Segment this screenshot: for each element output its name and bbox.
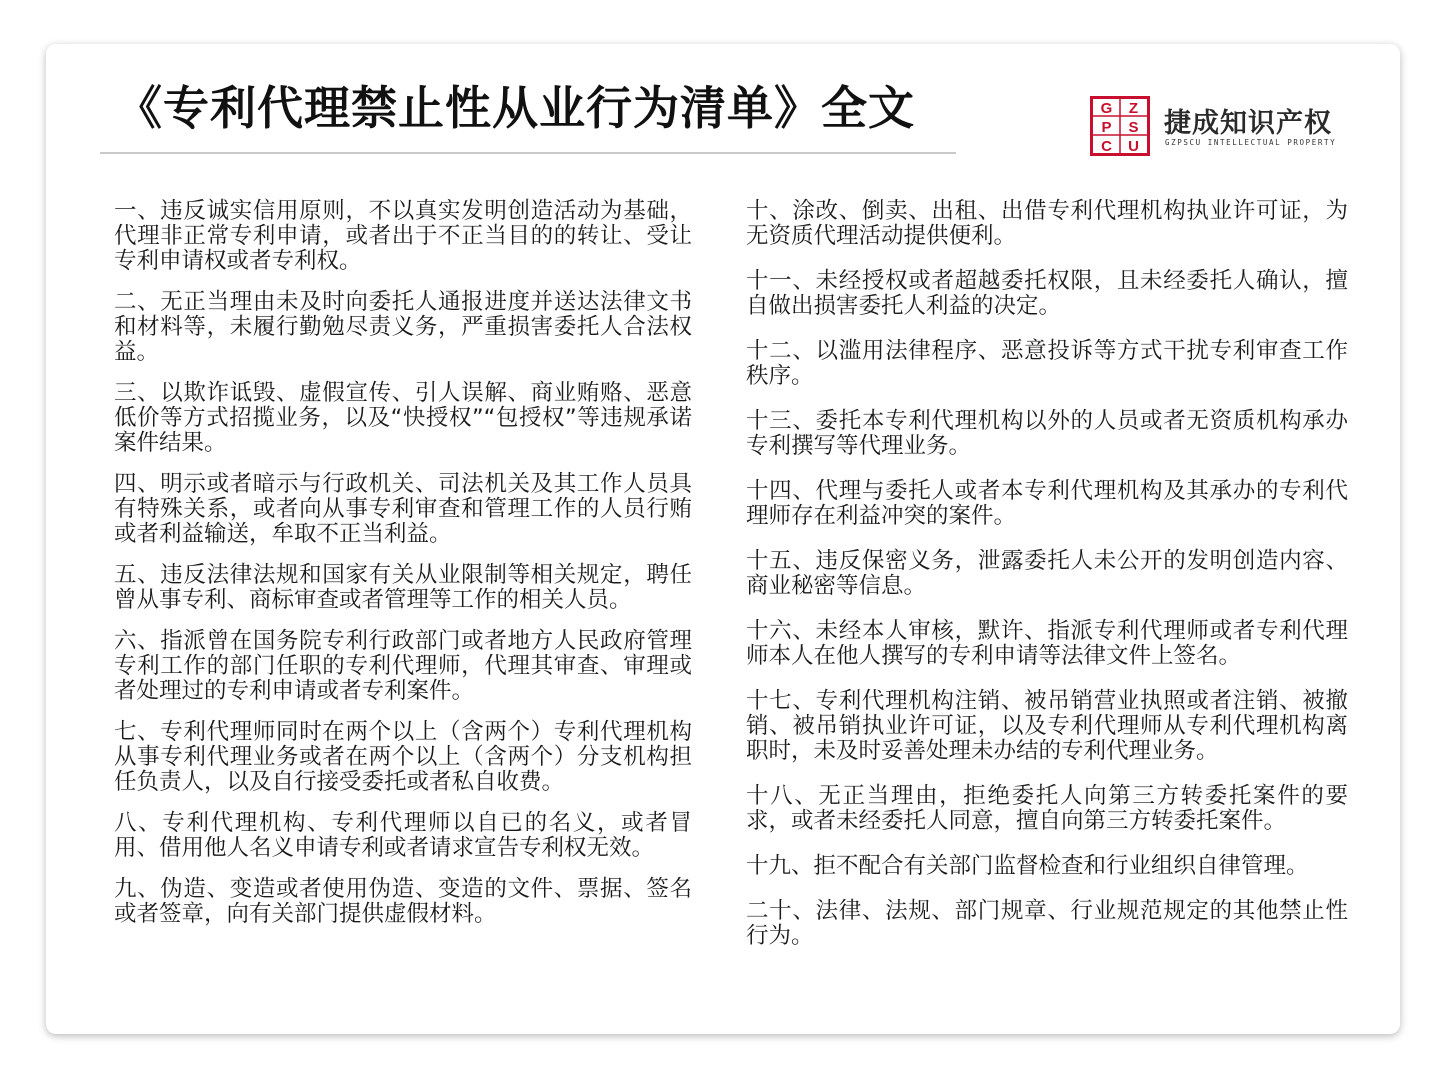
logo-letter: P (1101, 119, 1112, 136)
list-item: 三、以欺诈诋毁、虚假宣传、引人误解、商业贿赂、恶意低价等方式招揽业务，以及“快授权”“包授权”等违规承诺案件结果。 (114, 380, 692, 456)
title-divider (100, 152, 956, 154)
list-item: 十一、未经授权或者超越委托权限，且未经委托人确认，擅自做出损害委托人利益的决定。 (746, 268, 1348, 319)
list-item: 六、指派曾在国务院专利行政部门或者地方人民政府管理专利工作的部门任职的专利代理师，代理其审查、审理或者处理过的专利申请或者专利案件。 (114, 628, 692, 704)
list-item: 十七、专利代理机构注销、被吊销营业执照或者注销、被撤销、被吊销执业许可证，以及专利代理师从专利代理机构离职时，未及时妥善处理未办结的专利代理业务。 (746, 688, 1348, 764)
list-item: 四、明示或者暗示与行政机关、司法机关及其工作人员具有特殊关系，或者向从事专利审查和管理工作的人员行贿或者利益输送，牟取不正当利益。 (114, 471, 692, 547)
gzpscu-logo-icon (1090, 96, 1150, 156)
logo-letter: Z (1128, 100, 1139, 117)
list-item: 二、无正当理由未及时向委托人通报进度并送达法律文书和材料等，未履行勤勉尽责义务，严重损害委托人合法权益。 (114, 289, 692, 365)
left-column (114, 199, 692, 943)
logo-company-subtitle: GZPSCU INTELLECTUAL PROPERTY (1165, 138, 1337, 147)
list-item: 五、违反法律法规和国家有关从业限制等相关规定，聘任曾从事专利、商标审查或者管理等工作的相关人员。 (114, 562, 692, 613)
list-item: 二十、法律、法规、部门规章、行业规范规定的其他禁止性行为。 (746, 898, 1348, 949)
company-logo (1090, 96, 1360, 156)
list-item: 十、涂改、倒卖、出租、出借专利代理机构执业许可证，为无资质代理活动提供便利。 (746, 198, 1348, 249)
right-column (746, 199, 1348, 969)
list-item: 七、专利代理师同时在两个以上（含两个）专利代理机构从事专利代理业务或者在两个以上（含两个）分支机构担任负责人，以及自行接受委托或者私自收费。 (114, 719, 692, 795)
list-item: 一、违反诚实信用原则，不以真实发明创造活动为基础，代理非正常专利申请，或者出于不正当目的的转让、受让专利申请权或者专利权。 (114, 198, 692, 274)
slide-card (46, 44, 1400, 1034)
list-item: 十四、代理与委托人或者本专利代理机构及其承办的专利代理师存在利益冲突的案件。 (746, 478, 1348, 529)
page-title: 《专利代理禁止性从业行为清单》全文 (116, 81, 915, 135)
logo-letter: C (1101, 138, 1112, 155)
logo-letter: S (1128, 119, 1139, 136)
list-item: 十六、未经本人审核，默许、指派专利代理师或者专利代理师本人在他人撰写的专利申请等法律文件上签名。 (746, 618, 1348, 669)
list-item: 十二、以滥用法律程序、恶意投诉等方式干扰专利审查工作秩序。 (746, 338, 1348, 389)
list-item: 八、专利代理机构、专利代理师以自已的名义，或者冒用、借用他人名义申请专利或者请求宣告专利权无效。 (114, 810, 692, 861)
logo-letter: G (1100, 100, 1113, 117)
logo-company-name: 捷成知识产权 (1164, 108, 1332, 139)
list-item: 十九、拒不配合有关部门监督检查和行业组织自律管理。 (746, 853, 1309, 879)
logo-letter: U (1128, 138, 1139, 155)
list-item: 十三、委托本专利代理机构以外的人员或者无资质机构承办专利撰写等代理业务。 (746, 408, 1348, 459)
list-item: 十五、违反保密义务，泄露委托人未公开的发明创造内容、商业秘密等信息。 (746, 548, 1348, 599)
list-item: 十八、无正当理由，拒绝委托人向第三方转委托案件的要求，或者未经委托人同意，擅自向第三方转委托案件。 (746, 783, 1348, 834)
list-item: 九、伪造、变造或者使用伪造、变造的文件、票据、签名或者签章，向有关部门提供虚假材料。 (114, 876, 692, 927)
